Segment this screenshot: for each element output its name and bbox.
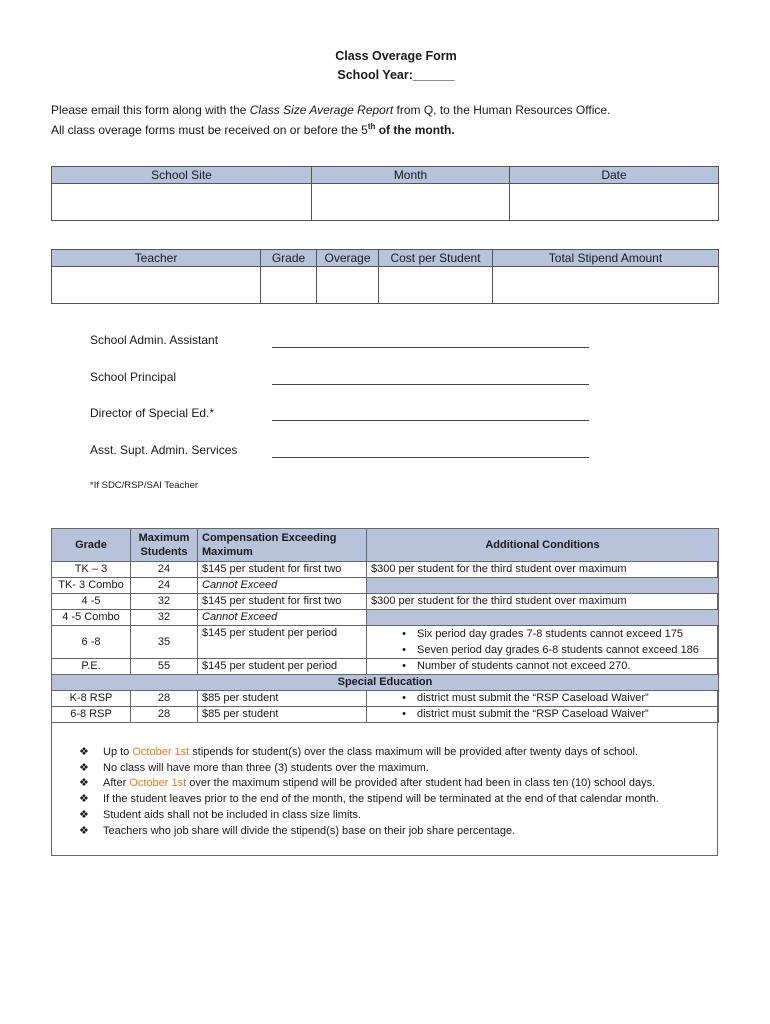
header-total-stipend: Total Stipend Amount <box>493 250 719 267</box>
header-teacher: Teacher <box>52 250 261 267</box>
rates-header-max-1: Maximum <box>138 532 190 544</box>
row-max: 32 <box>131 610 198 626</box>
list-item <box>371 642 714 658</box>
bullet-icon: • <box>402 644 406 656</box>
grade-field[interactable] <box>261 267 317 304</box>
row-cond <box>367 626 719 659</box>
report-name: Class Size Average Report <box>249 103 394 117</box>
table-row <box>52 659 719 675</box>
row-grade: TK- 3 Combo <box>52 578 131 594</box>
row-grade: P.E. <box>52 659 131 675</box>
rule-text: No class will have more than three (3) students over the maximum. <box>103 761 429 774</box>
sig-line-director-sped[interactable] <box>272 420 589 421</box>
list-item <box>371 626 714 642</box>
intro-sup: th <box>367 122 376 131</box>
row-comp: Cannot Exceed <box>198 610 367 626</box>
teacher-field[interactable] <box>52 267 261 304</box>
rule-text: Student aids shall not be included in class size limits. <box>103 808 362 821</box>
row-grade: 6 -8 <box>52 626 131 659</box>
bullet-icon: • <box>402 692 406 704</box>
header-cost-per-student: Cost per Student <box>379 250 493 267</box>
sig-line-principal[interactable] <box>272 384 589 385</box>
teacher-table <box>51 249 719 304</box>
bullet-icon: • <box>402 628 406 640</box>
table-row <box>52 691 719 707</box>
list-item <box>79 808 659 824</box>
rule-text: Teachers who job share will divide the stipend(s) base on their job share percentage. <box>103 824 516 837</box>
row-cond <box>367 610 719 626</box>
cond-text: Number of students cannot not exceed 270. <box>417 660 631 672</box>
diamond-bullet-icon: ❖ <box>79 808 89 821</box>
diamond-bullet-icon: ❖ <box>79 746 89 758</box>
header-date: Date <box>510 167 719 184</box>
header-overage: Overage <box>317 250 379 267</box>
row-comp: $145 per student for first two <box>198 594 367 610</box>
bullet-icon: • <box>402 660 406 672</box>
footnote: *If SDC/RSP/SAI Teacher <box>90 480 199 491</box>
row-comp: $145 per student per period <box>198 626 367 659</box>
cond-text: Six period day grades 7-8 students cannot exceed 175 <box>417 628 684 640</box>
site-month-date-table <box>51 166 719 221</box>
row-max: 28 <box>131 691 198 707</box>
intro-text: from Q, to the Human Resources Office. <box>393 103 611 117</box>
diamond-bullet-icon: ❖ <box>79 793 89 806</box>
row-cond <box>367 578 719 594</box>
diamond-bullet-icon: ❖ <box>79 824 89 837</box>
row-max: 28 <box>131 707 198 723</box>
header-month: Month <box>312 167 510 184</box>
sig-label-admin-assistant: School Admin. Assistant <box>90 333 219 347</box>
sig-label-asst-supt: Asst. Supt. Admin. Services <box>90 443 238 457</box>
date-field[interactable] <box>510 184 719 221</box>
table-row <box>52 562 719 578</box>
list-item <box>79 745 659 761</box>
row-comp: $85 per student <box>198 691 367 707</box>
row-cond <box>367 691 719 707</box>
sig-label-principal: School Principal <box>90 370 177 384</box>
intro-line-1 <box>51 103 610 117</box>
row-comp: Cannot Exceed <box>198 578 367 594</box>
list-item <box>79 824 659 840</box>
list-item <box>79 792 659 808</box>
cost-field[interactable] <box>379 267 493 304</box>
sig-line-asst-supt[interactable] <box>272 457 589 458</box>
row-max: 24 <box>131 578 198 594</box>
form-title: Class Overage Form <box>335 49 457 63</box>
row-cond: $300 per student for the third student over maximum <box>367 562 719 578</box>
rates-header-max <box>131 529 198 562</box>
intro-text: All class overage forms must be received on or before the 5 <box>51 123 368 137</box>
rules-list <box>79 745 659 839</box>
row-cond <box>367 707 719 723</box>
cond-text: district must submit the “RSP Caseload Waiver” <box>417 708 649 720</box>
row-grade: 4 -5 Combo <box>52 610 131 626</box>
table-row <box>52 610 719 626</box>
row-max: 55 <box>131 659 198 675</box>
bullet-icon: • <box>402 708 406 720</box>
row-comp: $145 per student per period <box>198 659 367 675</box>
row-max: 32 <box>131 594 198 610</box>
intro-bold: of the month. <box>375 123 455 137</box>
rates-header-comp <box>198 529 367 562</box>
school-year: School Year:______ <box>337 68 455 82</box>
rule-date: October 1st <box>129 777 187 790</box>
list-item <box>79 761 659 777</box>
cond-text: district must submit the “RSP Caseload Waiver” <box>417 692 649 704</box>
row-grade: TK – 3 <box>52 562 131 578</box>
header-grade: Grade <box>261 250 317 267</box>
row-comp: $85 per student <box>198 707 367 723</box>
sig-line-admin-assistant[interactable] <box>272 347 589 348</box>
row-max: 24 <box>131 562 198 578</box>
rule-text: stipends for student(s) over the class maximum will be provided after twenty days of school. <box>189 746 638 758</box>
diamond-bullet-icon: ❖ <box>79 761 89 774</box>
rates-header-grade: Grade <box>52 529 131 562</box>
total-stipend-field[interactable] <box>493 267 719 304</box>
table-row <box>52 626 719 659</box>
row-grade: K-8 RSP <box>52 691 131 707</box>
rates-header-comp-2: Maximum <box>202 546 253 558</box>
rule-date: October 1st <box>132 746 190 758</box>
rule-text: Up to <box>103 746 133 758</box>
list-item <box>79 776 659 792</box>
special-education-heading: Special Education <box>52 675 719 691</box>
rates-table <box>51 528 719 723</box>
row-grade: 6-8 RSP <box>52 707 131 723</box>
table-row <box>52 578 719 594</box>
cond-text: Seven period day grades 6-8 students cannot exceed 186 <box>417 644 699 656</box>
table-row <box>52 707 719 723</box>
diamond-bullet-icon: ❖ <box>79 777 89 790</box>
overage-field[interactable] <box>317 267 379 304</box>
rates-header-comp-1: Compensation Exceeding <box>202 532 337 544</box>
sig-label-director-sped: Director of Special Ed.* <box>90 406 215 420</box>
school-site-field[interactable] <box>52 184 312 221</box>
row-max: 35 <box>131 626 198 659</box>
row-grade: 4 -5 <box>52 594 131 610</box>
row-cond: $300 per student for the third student over maximum <box>367 594 719 610</box>
rates-header-conditions: Additional Conditions <box>367 529 719 562</box>
rule-text: After <box>103 777 130 790</box>
header-school-site: School Site <box>52 167 312 184</box>
intro-line-2 <box>51 122 455 137</box>
intro-text: Please email this form along with the <box>51 103 250 117</box>
row-comp: $145 per student for first two <box>198 562 367 578</box>
rates-header-max-2: Students <box>140 546 188 558</box>
row-cond <box>367 659 719 675</box>
table-row <box>52 594 719 610</box>
rule-text: over the maximum stipend will be provided after student had been in class ten (10) school days. <box>186 777 656 790</box>
rule-text: If the student leaves prior to the end of the month, the stipend will be terminated at the end of that calendar month. <box>103 793 659 806</box>
month-field[interactable] <box>312 184 510 221</box>
